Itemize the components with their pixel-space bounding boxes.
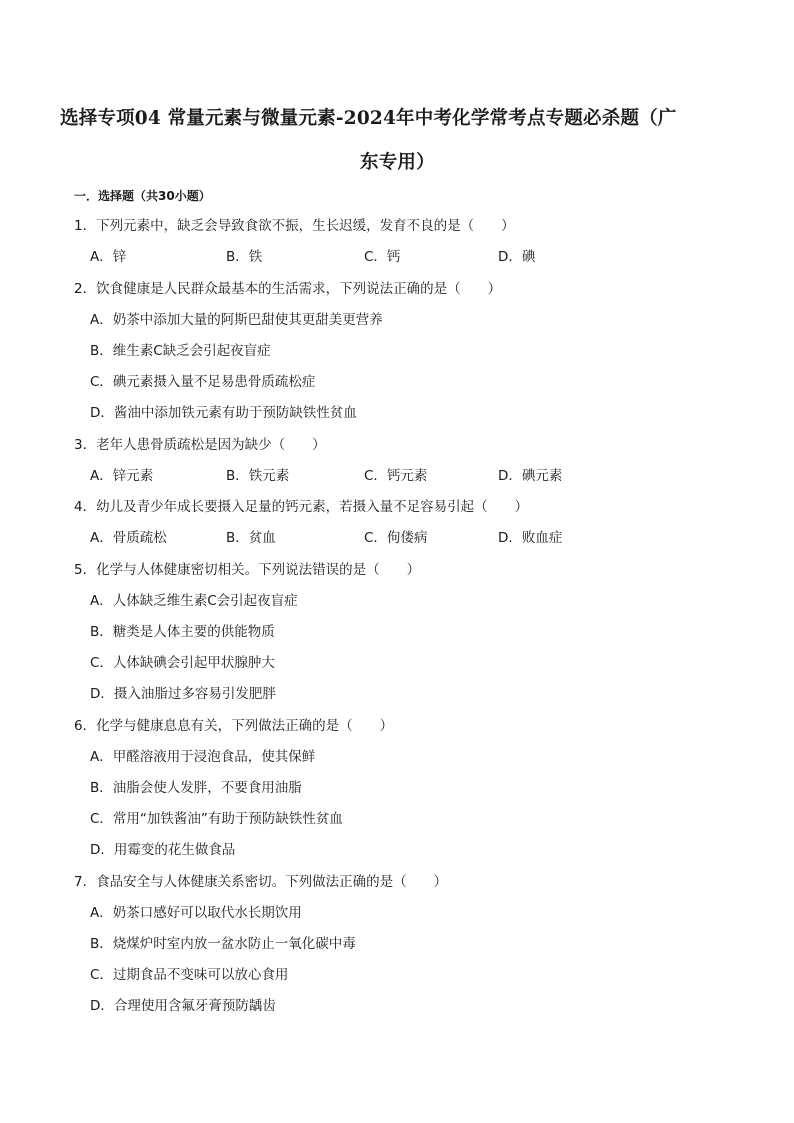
question-1-option-c: C．钙 bbox=[364, 249, 401, 265]
question-2-option-a: A．奶茶中添加大量的阿斯巴甜使其更甜美更营养 bbox=[90, 312, 383, 328]
question-7-option-d: D．合理使用含氟牙膏预防龋齿 bbox=[90, 998, 276, 1014]
question-6-option-c: C．常用“加铁酱油”有助于预防缺铁性贫血 bbox=[90, 811, 343, 827]
section-heading: 一．选择题（共30小题） bbox=[74, 189, 211, 203]
question-1-option-a: A．锌 bbox=[90, 249, 127, 265]
question-3-option-d: D．碘元素 bbox=[498, 468, 563, 484]
question-1-option-d: D．碘 bbox=[498, 249, 536, 265]
question-2-option-d: D．酱油中添加铁元素有助于预防缺铁性贫血 bbox=[90, 405, 357, 421]
question-5-option-c: C．人体缺碘会引起甲状腺肿大 bbox=[90, 655, 275, 671]
question-4-option-a: A．骨质疏松 bbox=[90, 530, 167, 546]
question-1-stem: 1．下列元素中，缺乏会导致食欲不振，生长迟缓，发育不良的是（ ） bbox=[74, 218, 515, 234]
document-title-line-1: 选择专项04 常量元素与微量元素-2024年中考化学常考点专题必杀题（广 bbox=[60, 108, 677, 129]
question-3-option-a: A．锌元素 bbox=[90, 468, 154, 484]
question-2-option-b: B．维生素C缺乏会引起夜盲症 bbox=[90, 343, 271, 359]
question-6-stem: 6．化学与健康息息有关，下列做法正确的是（ ） bbox=[74, 718, 394, 734]
question-5-option-b: B．糖类是人体主要的供能物质 bbox=[90, 624, 275, 640]
question-5-option-a: A．人体缺乏维生素C会引起夜盲症 bbox=[90, 593, 298, 609]
question-2-stem: 2．饮食健康是人民群众最基本的生活需求，下列说法正确的是（ ） bbox=[74, 281, 502, 297]
question-7-option-b: B．烧煤炉时室内放一盆水防止一氧化碳中毒 bbox=[90, 936, 356, 952]
question-4-option-b: B．贫血 bbox=[226, 530, 276, 546]
question-4-option-c: C．佝偻病 bbox=[364, 530, 428, 546]
question-3-option-b: B．铁元素 bbox=[226, 468, 290, 484]
question-1-option-b: B．铁 bbox=[226, 249, 263, 265]
question-7-option-a: A．奶茶口感好可以取代水长期饮用 bbox=[90, 905, 302, 921]
question-4-option-d: D．败血症 bbox=[498, 530, 563, 546]
question-5-stem: 5．化学与人体健康密切相关。下列说法错误的是（ ） bbox=[74, 562, 421, 578]
question-2-option-c: C．碘元素摄入量不足易患骨质疏松症 bbox=[90, 374, 316, 390]
question-6-option-b: B．油脂会使人发胖，不要食用油脂 bbox=[90, 780, 302, 796]
question-3-stem: 3．老年人患骨质疏松是因为缺少（ ） bbox=[74, 437, 326, 453]
question-7-stem: 7．食品安全与人体健康关系密切。下列做法正确的是（ ） bbox=[74, 874, 448, 890]
question-6-option-a: A．甲醛溶液用于浸泡食品，使其保鲜 bbox=[90, 749, 316, 765]
question-6-option-d: D．用霉变的花生做食品 bbox=[90, 842, 236, 858]
question-3-option-c: C．钙元素 bbox=[364, 468, 428, 484]
question-7-option-c: C．过期食品不变味可以放心食用 bbox=[90, 967, 289, 983]
question-4-stem: 4．幼儿及青少年成长要摄入足量的钙元素，若摄入量不足容易引起（ ） bbox=[74, 499, 529, 515]
document-title-line-2: 东专用） bbox=[360, 152, 435, 173]
question-5-option-d: D．摄入油脂过多容易引发肥胖 bbox=[90, 686, 276, 702]
